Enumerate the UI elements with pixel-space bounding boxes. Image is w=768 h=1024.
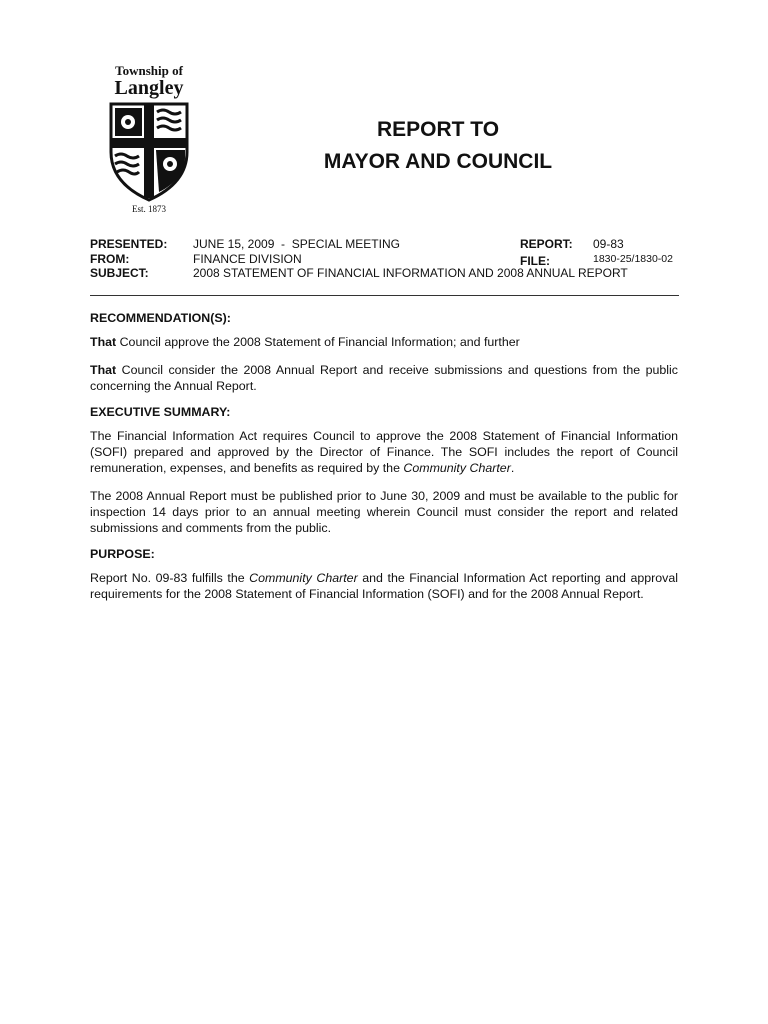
presented-value: JUNE 15, 2009 - SPECIAL MEETING	[193, 237, 400, 251]
from-value: FINANCE DIVISION	[193, 251, 302, 266]
executive-summary-heading: EXECUTIVE SUMMARY:	[90, 405, 231, 419]
executive-end-1: .	[510, 461, 515, 475]
file-number: 1830-25/1830-02	[593, 252, 673, 265]
report-body	[90, 310, 678, 614]
from-label: FROM:	[90, 251, 130, 266]
purpose-paragraph	[90, 570, 678, 602]
recommendation-text-2: Council consider the 2008 Annual Report and receive submissions and questions from the public concerning the Annual Report.	[90, 363, 678, 393]
title-line-1: REPORT TO	[376, 118, 500, 141]
executive-text-2: The 2008 Annual Report must be published prior to June 30, 2009 and must be available to the public for inspection 14 days prior to an annual meeting wherein Council must consider the report and related submissions and comments from the public.	[90, 489, 678, 535]
logo-established: Est. 1873	[131, 204, 166, 214]
file-label: FILE:	[520, 253, 550, 268]
recommendation-heading: RECOMMENDATION(S):	[90, 311, 231, 325]
logo-langley: Langley	[114, 77, 184, 99]
executive-text-1: The Financial Information Act requires Council to approve the 2008 Statement of Financial Information (SOFI) prepared and approved by the Director of Finance. The SOFI includes the report of Council remuneration, expenses, and benefits as required by the	[90, 429, 678, 475]
report-title	[280, 114, 596, 178]
recommendation-paragraph-1	[90, 334, 678, 350]
subject-label: SUBJECT:	[90, 266, 149, 280]
report-metadata	[90, 237, 680, 281]
executive-paragraph-2	[90, 488, 678, 536]
executive-paragraph-1	[90, 428, 678, 476]
title-line-2: MAYOR AND COUNCIL	[323, 150, 553, 173]
crest-shield-icon	[107, 100, 191, 202]
purpose-italic: Community Charter	[249, 571, 358, 585]
recommendation-paragraph-2	[90, 362, 678, 394]
meta-row-presented	[90, 237, 680, 252]
presented-label: PRESENTED:	[90, 237, 168, 251]
township-logo	[104, 64, 194, 214]
recommendation-text-1: Council approve the 2008 Statement of Financial Information; and further	[116, 335, 520, 349]
meta-row-subject	[90, 266, 680, 281]
subject-value: 2008 STATEMENT OF FINANCIAL INFORMATION AND 2008 ANNUAL REPORT	[193, 266, 628, 280]
executive-italic-1: Community Charter	[403, 461, 511, 475]
purpose-text-a: Report No. 09-83 fulfills the	[90, 571, 250, 585]
purpose-heading: PURPOSE:	[90, 547, 155, 561]
logo-township-of: Township of	[115, 63, 183, 78]
meta-row-from	[90, 252, 680, 267]
header-divider	[90, 295, 679, 296]
purpose-text-b: and the Financial Information Act reporting and approval requirements for the 2008 Statement of Financial Information (SOFI) and for the 2008 Annual Report.	[90, 571, 678, 601]
recommendation-lead-1: That	[90, 335, 117, 349]
recommendation-lead-2: That	[90, 363, 117, 377]
report-number: 09-83	[593, 237, 624, 251]
report-label: REPORT:	[520, 237, 573, 251]
